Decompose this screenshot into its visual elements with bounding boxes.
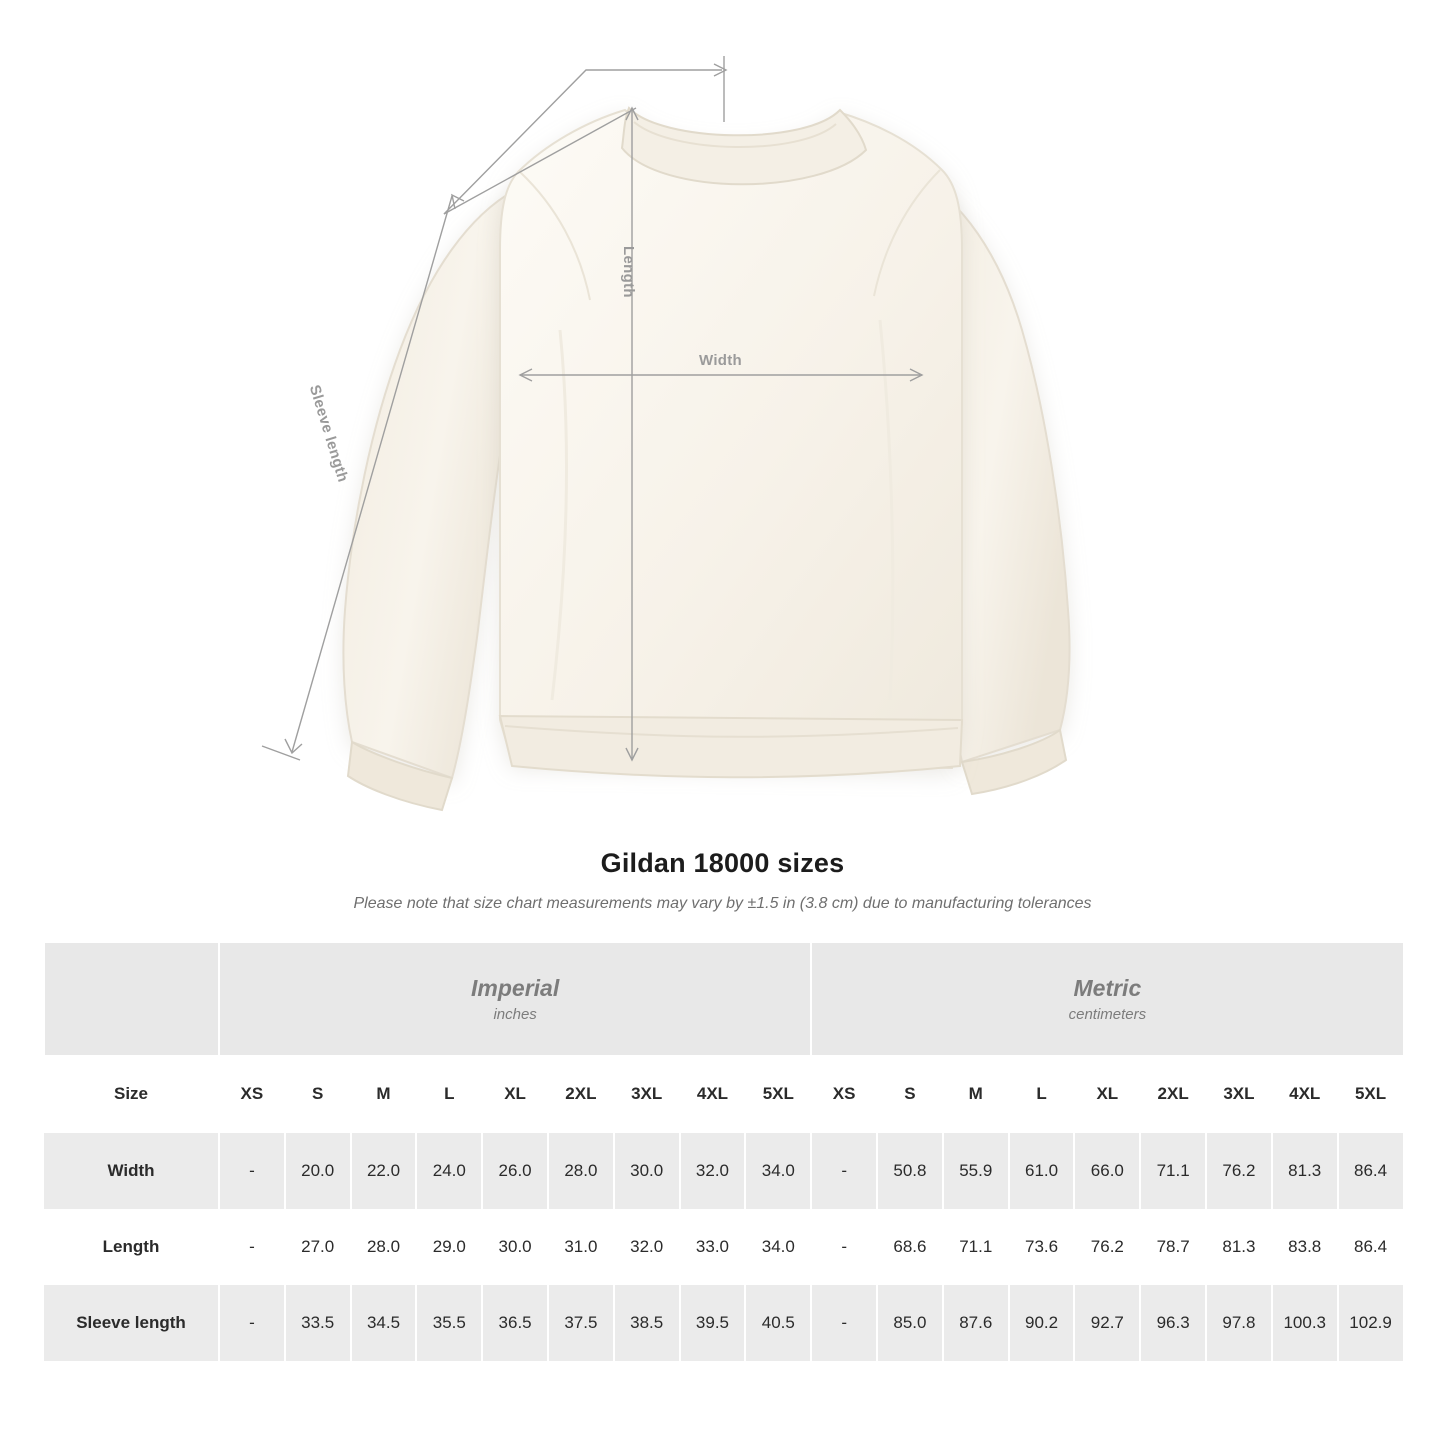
- cell-sleeve-6: 38.5: [614, 1285, 680, 1361]
- cell-width-12: 61.0: [1009, 1133, 1075, 1209]
- cell-width-0: -: [219, 1133, 285, 1209]
- table-row: [44, 1133, 1404, 1209]
- cell-width-6: 30.0: [614, 1133, 680, 1209]
- cell-length-10: 68.6: [877, 1209, 943, 1285]
- cell-sleeve-0: -: [219, 1285, 285, 1361]
- cell-sleeve-15: 97.8: [1206, 1285, 1272, 1361]
- unit-group-imperial: [219, 943, 811, 1055]
- cell-length-14: 78.7: [1140, 1209, 1206, 1285]
- sleeve-length-dimension-label: Sleeve length: [305, 383, 352, 485]
- cell-sleeve-12: 90.2: [1009, 1285, 1075, 1361]
- row-label-length: Length: [44, 1209, 219, 1285]
- unit-header-row: [44, 943, 1404, 1055]
- size-col-2xl-imperial: 2XL: [548, 1055, 614, 1133]
- size-col-2xl-metric: 2XL: [1140, 1055, 1206, 1133]
- cell-width-11: 55.9: [943, 1133, 1009, 1209]
- cell-sleeve-7: 39.5: [680, 1285, 746, 1361]
- size-col-s-imperial: S: [285, 1055, 351, 1133]
- size-col-m-metric: M: [943, 1055, 1009, 1133]
- tolerance-note: Please note that size chart measurements may vary by ±1.5 in (3.8 cm) due to manufacturing tolerances: [353, 895, 1092, 912]
- cell-width-17: 86.4: [1338, 1133, 1404, 1209]
- unit-group-imperial-name: Imperial: [471, 975, 560, 1002]
- cell-width-10: 50.8: [877, 1133, 943, 1209]
- row-label-sleeve-length: Sleeve length: [44, 1285, 219, 1361]
- length-dimension-label: Length: [620, 246, 637, 298]
- cell-width-9: -: [811, 1133, 877, 1209]
- cell-sleeve-10: 85.0: [877, 1285, 943, 1361]
- size-col-5xl-metric: 5XL: [1338, 1055, 1404, 1133]
- unit-header-spacer: [44, 943, 219, 1055]
- size-col-l-metric: L: [1009, 1055, 1075, 1133]
- row-label-width: Width: [44, 1133, 219, 1209]
- cell-sleeve-1: 33.5: [285, 1285, 351, 1361]
- cell-sleeve-8: 40.5: [745, 1285, 811, 1361]
- cell-sleeve-16: 100.3: [1272, 1285, 1338, 1361]
- size-col-3xl-metric: 3XL: [1206, 1055, 1272, 1133]
- cell-length-2: 28.0: [351, 1209, 417, 1285]
- size-chart-table-wrap: [43, 943, 1402, 1361]
- cell-length-8: 34.0: [745, 1209, 811, 1285]
- cell-sleeve-11: 87.6: [943, 1285, 1009, 1361]
- cell-width-8: 34.0: [745, 1133, 811, 1209]
- size-col-5xl-imperial: 5XL: [745, 1055, 811, 1133]
- cell-length-9: -: [811, 1209, 877, 1285]
- unit-group-metric: [811, 943, 1403, 1055]
- cell-width-7: 32.0: [680, 1133, 746, 1209]
- cell-length-13: 76.2: [1074, 1209, 1140, 1285]
- cell-length-16: 83.8: [1272, 1209, 1338, 1285]
- title-block: [0, 848, 1445, 913]
- size-col-xs-imperial: XS: [219, 1055, 285, 1133]
- cell-length-11: 71.1: [943, 1209, 1009, 1285]
- page-title: Gildan 18000 sizes: [600, 848, 845, 878]
- cell-length-7: 33.0: [680, 1209, 746, 1285]
- cell-length-12: 73.6: [1009, 1209, 1075, 1285]
- cell-sleeve-4: 36.5: [482, 1285, 548, 1361]
- table-row: [44, 1285, 1404, 1361]
- cell-width-14: 71.1: [1140, 1133, 1206, 1209]
- cell-width-1: 20.0: [285, 1133, 351, 1209]
- size-col-4xl-imperial: 4XL: [680, 1055, 746, 1133]
- cell-sleeve-17: 102.9: [1338, 1285, 1404, 1361]
- size-col-4xl-metric: 4XL: [1272, 1055, 1338, 1133]
- size-col-3xl-imperial: 3XL: [614, 1055, 680, 1133]
- cell-width-16: 81.3: [1272, 1133, 1338, 1209]
- cell-sleeve-9: -: [811, 1285, 877, 1361]
- size-col-xl-imperial: XL: [482, 1055, 548, 1133]
- size-chart-table: [43, 943, 1405, 1361]
- cell-sleeve-3: 35.5: [416, 1285, 482, 1361]
- size-col-xl-metric: XL: [1074, 1055, 1140, 1133]
- cell-width-3: 24.0: [416, 1133, 482, 1209]
- cell-length-3: 29.0: [416, 1209, 482, 1285]
- unit-group-metric-sub: centimeters: [1068, 1005, 1147, 1023]
- size-header-row: [44, 1055, 1404, 1133]
- cell-width-2: 22.0: [351, 1133, 417, 1209]
- cell-sleeve-5: 37.5: [548, 1285, 614, 1361]
- table-row: [44, 1209, 1404, 1285]
- cell-sleeve-14: 96.3: [1140, 1285, 1206, 1361]
- size-col-s-metric: S: [877, 1055, 943, 1133]
- cell-width-5: 28.0: [548, 1133, 614, 1209]
- cell-width-15: 76.2: [1206, 1133, 1272, 1209]
- unit-group-metric-name: Metric: [1073, 975, 1142, 1002]
- cell-length-0: -: [219, 1209, 285, 1285]
- cell-length-5: 31.0: [548, 1209, 614, 1285]
- unit-group-imperial-sub: inches: [493, 1005, 537, 1023]
- size-col-l-imperial: L: [416, 1055, 482, 1133]
- cell-length-15: 81.3: [1206, 1209, 1272, 1285]
- cell-sleeve-13: 92.7: [1074, 1285, 1140, 1361]
- cell-length-17: 86.4: [1338, 1209, 1404, 1285]
- row-header-size: Size: [44, 1055, 219, 1133]
- width-dimension-label: Width: [699, 352, 743, 369]
- cell-length-6: 32.0: [614, 1209, 680, 1285]
- cell-length-4: 30.0: [482, 1209, 548, 1285]
- cell-length-1: 27.0: [285, 1209, 351, 1285]
- cell-width-4: 26.0: [482, 1133, 548, 1209]
- cell-sleeve-2: 34.5: [351, 1285, 417, 1361]
- size-col-m-imperial: M: [351, 1055, 417, 1133]
- size-col-xs-metric: XS: [811, 1055, 877, 1133]
- cell-width-13: 66.0: [1074, 1133, 1140, 1209]
